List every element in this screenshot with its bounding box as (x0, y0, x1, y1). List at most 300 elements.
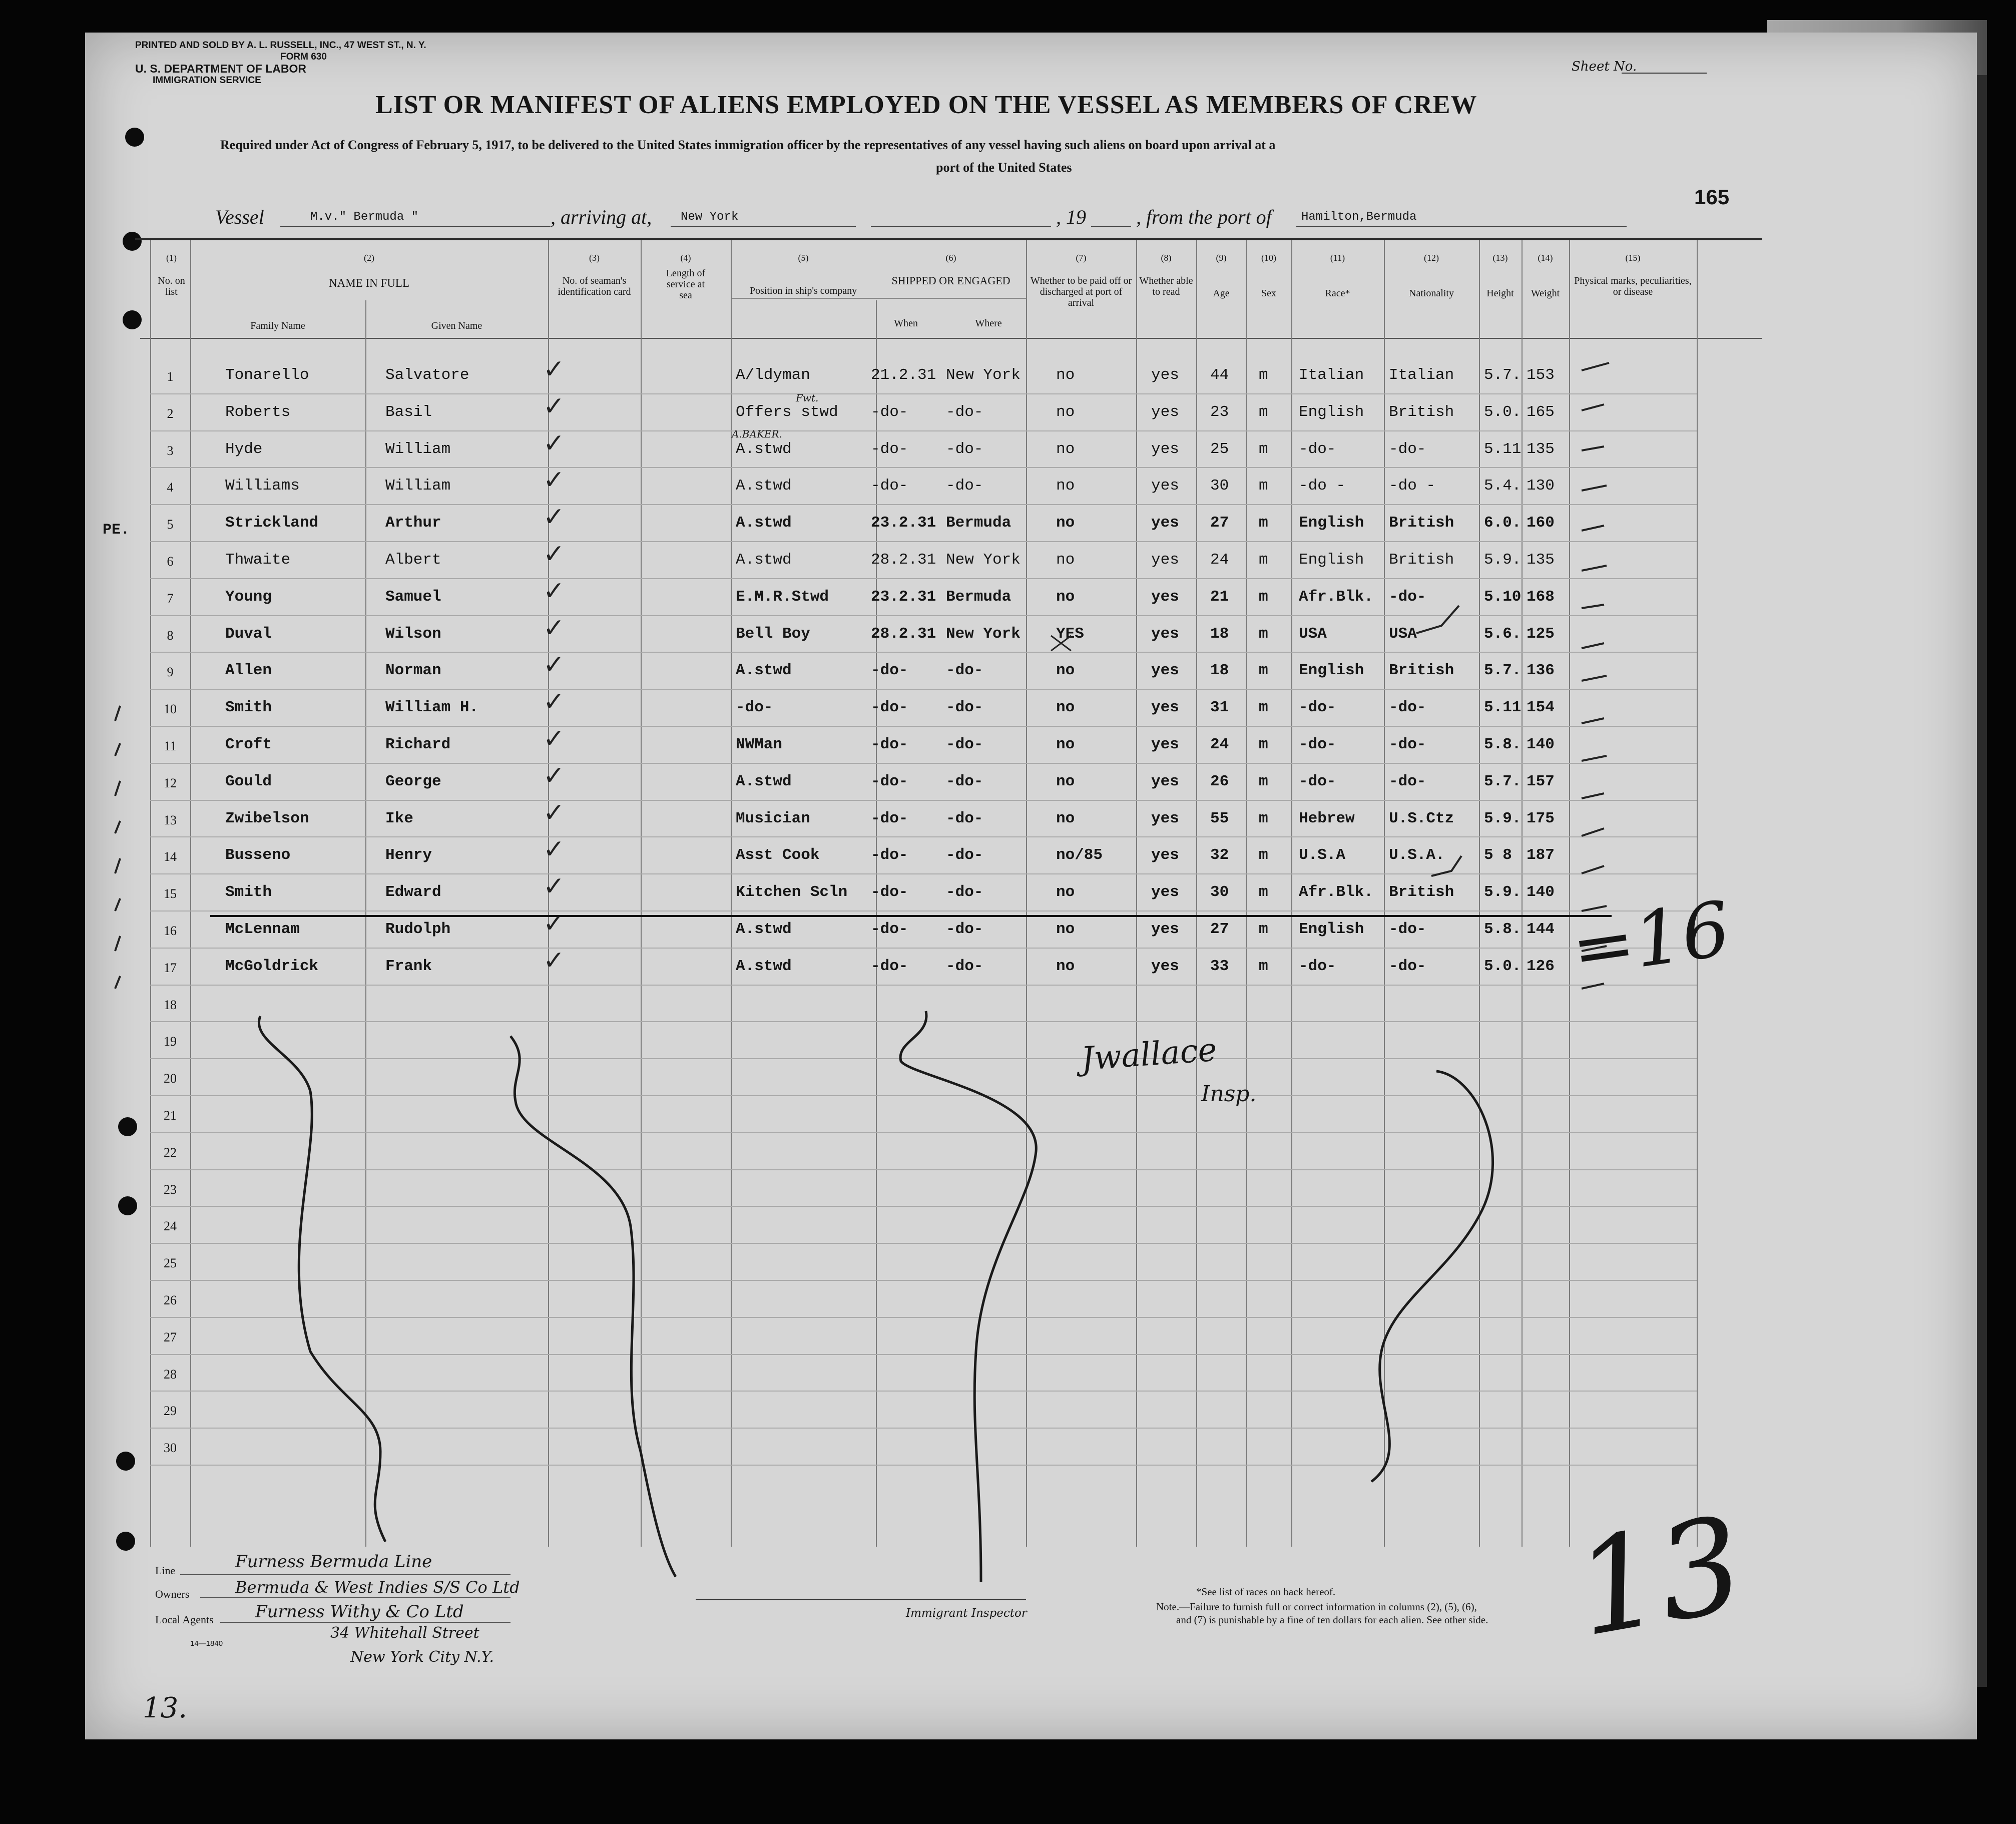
cell-given: William (385, 440, 451, 458)
column-header-where: Where (975, 318, 1002, 329)
cell-position: A/ldyman (736, 366, 810, 384)
cell-paid: no (1056, 921, 1075, 938)
arriving-port: New York (681, 210, 739, 224)
cell-age: 27 (1210, 921, 1229, 938)
footnote-races: *See list of races on back hereof. (1196, 1586, 1336, 1598)
row-number: 28 (164, 1366, 177, 1382)
cell-paid: no (1056, 736, 1075, 753)
column-header-family-name: Family Name (250, 320, 305, 331)
inspector-label: Immigrant Inspector (906, 1607, 1027, 1620)
cell-where: -do- (946, 699, 983, 717)
cell-where: -do- (946, 846, 983, 864)
cell-race: English (1299, 514, 1364, 532)
check-mark-icon: ✓ (543, 650, 565, 680)
cell-where: Bermuda (946, 588, 1012, 606)
row-number: 2 (167, 406, 174, 421)
row-number: 20 (164, 1071, 177, 1086)
column-header-height: Height (1486, 288, 1514, 299)
line-label: Line (155, 1564, 176, 1577)
cell-age: 31 (1210, 699, 1229, 717)
row-number: 7 (167, 591, 174, 606)
cell-age: 26 (1210, 772, 1229, 790)
column-header-able-to-read: Whether able to read (1139, 275, 1193, 297)
cell-position: Offers stwd (736, 403, 838, 421)
cell-nationality: -do- (1389, 699, 1426, 717)
cell-read: yes (1151, 883, 1179, 901)
cell-given: Norman (385, 662, 441, 680)
cell-sex: m (1259, 772, 1268, 790)
column-number: (12) (1424, 253, 1439, 263)
cell-family: Strickland (225, 514, 319, 532)
check-mark-icon: ✓ (543, 576, 565, 606)
cell-paid: no (1056, 403, 1075, 421)
cell-height: 5.8. (1484, 921, 1522, 938)
cell-paid: no/85 (1056, 846, 1103, 864)
requirement-line-2: port of the United States (936, 160, 1072, 175)
row-number: 16 (164, 924, 177, 938)
cell-family: Roberts (225, 403, 291, 421)
cell-height: 5 8 (1484, 846, 1512, 864)
cell-nationality: British (1389, 662, 1454, 680)
cell-race: Hebrew (1299, 809, 1355, 827)
cell-when: -do- (871, 699, 908, 717)
from-label: , from the port of (1136, 206, 1272, 228)
cell-sex: m (1259, 588, 1268, 606)
column-header-given-name: Given Name (431, 320, 482, 331)
cell-read: yes (1151, 736, 1179, 753)
column-number: (2) (364, 253, 374, 263)
form-number: FORM 630 (280, 52, 327, 62)
column-number: (6) (945, 253, 956, 263)
column-number: (1) (166, 253, 177, 263)
inspector-title: Insp. (1201, 1081, 1257, 1107)
position-note: Fwt. (796, 392, 819, 404)
agents-address-1: 34 Whitehall Street (330, 1624, 479, 1642)
cell-paid: no (1056, 551, 1075, 569)
footnote-line-1: Note.—Failure to furnish full or correct information in columns (2), (5), (6), (1156, 1601, 1477, 1613)
cell-race: -do- (1299, 736, 1336, 753)
cell-sex: m (1259, 957, 1268, 975)
cell-family: Busseno (225, 846, 291, 864)
cell-height: 5.7. (1484, 772, 1522, 790)
footnote-line-2: and (7) is punishable by a fine of ten dollars for each alien. See other side. (1176, 1614, 1488, 1626)
row-number: 30 (164, 1441, 177, 1456)
column-header-length-of-service: Length of service at sea (666, 268, 706, 301)
cell-age: 18 (1210, 662, 1229, 680)
cell-race: Afr.Blk. (1299, 883, 1373, 901)
column-header-id-card: No. of seaman's identification card (558, 275, 631, 297)
cell-given: Frank (385, 957, 432, 975)
cell-age: 24 (1210, 551, 1229, 569)
inspector-signature-line (696, 1599, 1026, 1600)
cell-nationality: USA (1389, 625, 1417, 643)
cell-position: A.stwd (736, 662, 792, 680)
row-number: 5 (167, 517, 174, 532)
cell-where: -do- (946, 736, 983, 753)
check-mark-icon: ✓ (543, 391, 565, 421)
cell-age: 33 (1210, 957, 1229, 975)
agents-value: Furness Withy & Co Ltd (255, 1602, 464, 1622)
cell-race: -do- (1299, 772, 1336, 790)
cell-nationality: -do- (1389, 588, 1426, 606)
cell-height: 6.0. (1484, 514, 1522, 532)
page-title: LIST OR MANIFEST OF ALIENS EMPLOYED ON THE VESSEL AS MEMBERS OF CREW (375, 91, 1477, 119)
cell-race: Afr.Blk. (1299, 588, 1373, 606)
column-number: (3) (589, 253, 600, 263)
cell-height: 5.0. (1484, 957, 1522, 975)
inspector-signature: Jwallace (1080, 1031, 1218, 1078)
cell-race: English (1299, 921, 1364, 938)
cell-nationality: British (1389, 514, 1454, 532)
cell-read: yes (1151, 699, 1179, 717)
column-header-name: NAME IN FULL (329, 277, 409, 289)
cell-nationality: U.S.Ctz (1389, 809, 1454, 827)
column-header-age: Age (1213, 288, 1230, 299)
year-label: , 19 (1056, 206, 1086, 228)
cell-family: Tonarello (225, 366, 309, 384)
cell-nationality: Italian (1389, 366, 1454, 384)
cell-age: 27 (1210, 514, 1229, 532)
cell-weight: 140 (1527, 883, 1555, 901)
cell-position: A.stwd (736, 957, 792, 975)
cell-height: 5.11 (1484, 699, 1522, 717)
cell-sex: m (1259, 736, 1268, 753)
check-mark-icon: ✓ (543, 613, 565, 643)
check-mark-icon: ✓ (543, 428, 565, 459)
cell-weight: 160 (1527, 514, 1555, 532)
cell-nationality: -do- (1389, 772, 1426, 790)
vessel-name: M.v." Bermuda " (310, 210, 419, 224)
column-header-weight: Weight (1531, 288, 1560, 299)
cell-age: 55 (1210, 809, 1229, 827)
column-number: (10) (1261, 253, 1276, 263)
cell-given: Basil (385, 403, 432, 421)
cell-where: -do- (946, 921, 983, 938)
cell-weight: 168 (1527, 588, 1555, 606)
cell-when: -do- (871, 736, 908, 753)
column-number: (4) (680, 253, 691, 263)
row-number: 9 (167, 665, 174, 680)
column-number: (15) (1625, 253, 1641, 263)
vessel-label: Vessel (215, 206, 264, 228)
cell-nationality: -do- (1389, 736, 1426, 753)
check-mark-icon: ✓ (543, 687, 565, 717)
cell-read: yes (1151, 772, 1179, 790)
cell-position: A.stwd (736, 477, 792, 495)
cell-height: 5.6. (1484, 625, 1522, 643)
row-number: 4 (167, 480, 174, 495)
cell-weight: 135 (1527, 440, 1555, 458)
cell-height: 5.10 (1484, 588, 1522, 606)
column-header-position: Position in ship's company (749, 285, 857, 296)
line-value: Furness Bermuda Line (235, 1552, 432, 1572)
cell-position: Asst Cook (736, 846, 820, 864)
check-mark-icon: ✓ (543, 945, 565, 976)
cell-family: Duval (225, 625, 272, 643)
cell-family: Zwibelson (225, 809, 309, 827)
cell-read: yes (1151, 366, 1179, 384)
margin-mark-pe: PE. (103, 522, 130, 539)
column-number: (7) (1076, 253, 1087, 263)
cell-sex: m (1259, 440, 1268, 458)
check-mark-icon: ✓ (543, 354, 565, 384)
from-port: Hamilton,Bermuda (1301, 210, 1417, 224)
cell-weight: 136 (1527, 662, 1555, 680)
cell-race: -do- (1299, 440, 1336, 458)
cell-where: -do- (946, 772, 983, 790)
column-header-physical-marks: Physical marks, peculiarities, or disease (1574, 275, 1692, 297)
cell-family: Croft (225, 736, 272, 753)
column-number: (9) (1216, 253, 1227, 263)
cell-read: yes (1151, 625, 1179, 643)
cell-given: Edward (385, 883, 441, 901)
cell-paid: no (1056, 366, 1075, 384)
cell-height: 5.4. (1484, 477, 1522, 495)
cell-family: McGoldrick (225, 957, 319, 975)
column-header-nationality: Nationality (1409, 288, 1454, 299)
check-mark-icon: ✓ (543, 797, 565, 828)
row-number: 21 (164, 1108, 177, 1123)
cell-read: yes (1151, 846, 1179, 864)
cell-when: 23.2.31 (871, 514, 936, 532)
cell-where: -do- (946, 662, 983, 680)
cell-nationality: -do - (1389, 477, 1436, 495)
row-number: 10 (164, 702, 177, 717)
cell-where: -do- (946, 440, 983, 458)
cell-given: Henry (385, 846, 432, 864)
row-number: 22 (164, 1145, 177, 1160)
cell-race: U.S.A (1299, 846, 1346, 864)
cell-position: A.stwd (736, 514, 792, 532)
row-number: 23 (164, 1182, 177, 1197)
cell-weight: 140 (1527, 736, 1555, 753)
row-number: 17 (164, 960, 177, 975)
agents-underline (220, 1622, 511, 1623)
column-header-paid-off: Whether to be paid off or discharged at port of arrival (1030, 275, 1132, 308)
row-number: 27 (164, 1329, 177, 1344)
cell-where: -do- (946, 477, 983, 495)
cell-sex: m (1259, 551, 1268, 569)
cell-sex: m (1259, 921, 1268, 938)
cell-where: New York (946, 551, 1021, 569)
cell-paid: YES (1056, 625, 1084, 643)
column-number: (8) (1161, 253, 1172, 263)
cell-sex: m (1259, 662, 1268, 680)
cell-where: New York (946, 366, 1021, 384)
cell-race: English (1299, 551, 1364, 569)
cell-given: Richard (385, 736, 451, 753)
cell-race: English (1299, 403, 1364, 421)
cell-position: Musician (736, 809, 810, 827)
cell-family: McLennam (225, 921, 300, 938)
cell-height: 5.8. (1484, 736, 1522, 753)
cell-weight: 153 (1527, 366, 1555, 384)
handwritten-sheet-number: 13 (1565, 1488, 1754, 1666)
cell-family: Williams (225, 477, 300, 495)
row-number: 1 (167, 369, 174, 384)
cell-family: Young (225, 588, 272, 606)
cell-paid: no (1056, 957, 1075, 975)
line-underline (180, 1574, 511, 1575)
cell-given: Albert (385, 551, 441, 569)
cell-when: -do- (871, 883, 908, 901)
cell-paid: no (1056, 662, 1075, 680)
cell-read: yes (1151, 588, 1179, 606)
cell-when: 23.2.31 (871, 588, 936, 606)
cell-height: 5.9. (1484, 551, 1522, 569)
cell-where: -do- (946, 957, 983, 975)
cell-when: -do- (871, 662, 908, 680)
cell-when: -do- (871, 477, 908, 495)
cell-when: -do- (871, 809, 908, 827)
cell-sex: m (1259, 883, 1268, 901)
row-number: 29 (164, 1404, 177, 1419)
row-number: 14 (164, 849, 177, 864)
cell-weight: 126 (1527, 957, 1555, 975)
row-number: 26 (164, 1293, 177, 1307)
cell-sex: m (1259, 366, 1268, 384)
row-number: 13 (164, 812, 177, 827)
cell-given: Salvatore (385, 366, 469, 384)
cell-sex: m (1259, 846, 1268, 864)
cell-height: 5.7. (1484, 366, 1522, 384)
cell-when: -do- (871, 921, 908, 938)
cell-race: Italian (1299, 366, 1364, 384)
cell-position: A.stwd (736, 772, 792, 790)
sheet-no-label: Sheet No. (1572, 59, 1637, 74)
cell-weight: 165 (1527, 403, 1555, 421)
cell-given: Arthur (385, 514, 441, 532)
check-mark-icon: ✓ (543, 502, 565, 533)
column-header-shipped: SHIPPED OR ENGAGED (891, 274, 1011, 287)
cell-weight: 175 (1527, 809, 1555, 827)
cell-nationality: -do- (1389, 921, 1426, 938)
cell-given: William (385, 477, 451, 495)
row-number: 25 (164, 1256, 177, 1271)
service-name: IMMIGRATION SERVICE (153, 75, 261, 86)
column-number: (5) (798, 253, 809, 263)
cell-when: -do- (871, 403, 908, 421)
cell-sex: m (1259, 625, 1268, 643)
cell-family: Hyde (225, 440, 263, 458)
cell-paid: no (1056, 699, 1075, 717)
cell-paid: no (1056, 477, 1075, 495)
position-note-baker: A.BAKER. (732, 428, 782, 440)
row-number: 24 (164, 1219, 177, 1234)
cell-given: Samuel (385, 588, 441, 606)
row-number: 19 (164, 1034, 177, 1049)
cell-read: yes (1151, 809, 1179, 827)
cell-read: yes (1151, 440, 1179, 458)
cell-race: -do - (1299, 477, 1346, 495)
cell-race: -do- (1299, 699, 1336, 717)
cell-read: yes (1151, 551, 1179, 569)
cell-weight: 125 (1527, 625, 1555, 643)
department-name: U. S. DEPARTMENT OF LABOR (135, 62, 307, 75)
row-number: 3 (167, 443, 174, 458)
cell-weight: 130 (1527, 477, 1555, 495)
row-number: 6 (167, 554, 174, 569)
owners-label: Owners (155, 1588, 190, 1600)
cell-position: Bell Boy (736, 625, 810, 643)
column-number: (13) (1492, 253, 1508, 263)
check-mark-icon: ✓ (543, 539, 565, 569)
cell-family: Allen (225, 662, 272, 680)
handwritten-total: =16 (1566, 885, 1736, 994)
cell-where: Bermuda (946, 514, 1012, 532)
cell-height: 5.0. (1484, 403, 1522, 421)
column-header-when: When (894, 318, 918, 329)
cell-family: Smith (225, 699, 272, 717)
cell-position: E.M.R.Stwd (736, 588, 829, 606)
cell-nationality: British (1389, 551, 1454, 569)
cell-age: 25 (1210, 440, 1229, 458)
cell-when: 28.2.31 (871, 551, 936, 569)
check-mark-icon: ✓ (543, 465, 565, 496)
cell-position: Kitchen Scln (736, 883, 848, 901)
cell-given: Ike (385, 809, 413, 827)
cell-given: Wilson (385, 625, 441, 643)
cell-nationality: U.S.A. (1389, 846, 1445, 864)
cell-weight: 154 (1527, 699, 1555, 717)
cell-sex: m (1259, 809, 1268, 827)
cell-age: 21 (1210, 588, 1229, 606)
cell-read: yes (1151, 514, 1179, 532)
cell-when: -do- (871, 440, 908, 458)
cell-paid: no (1056, 440, 1075, 458)
cell-family: Gould (225, 772, 272, 790)
cell-height: 5.9. (1484, 809, 1522, 827)
cell-age: 24 (1210, 736, 1229, 753)
cell-age: 30 (1210, 883, 1229, 901)
cell-sex: m (1259, 403, 1268, 421)
owners-underline (200, 1597, 511, 1598)
cell-weight: 144 (1527, 921, 1555, 938)
cell-read: yes (1151, 477, 1179, 495)
cell-nationality: British (1389, 403, 1454, 421)
cell-height: 5.11 (1484, 440, 1522, 458)
requirement-line-1: Required under Act of Congress of February 5, 1917, to be delivered to the United States immigration officer by the representatives of any vessel having such aliens on board upon arrival at a (220, 138, 1276, 152)
row-number: 8 (167, 628, 174, 643)
printer-line: PRINTED AND SOLD BY A. L. RUSSELL, INC., 47 WEST ST., N. Y. (135, 40, 426, 51)
check-mark-icon: ✓ (543, 908, 565, 939)
column-header-no-on-list: No. on list (158, 275, 185, 297)
cell-height: 5.9. (1484, 883, 1522, 901)
cell-weight: 135 (1527, 551, 1555, 569)
cell-family: Smith (225, 883, 272, 901)
column-header-race: Race* (1325, 288, 1350, 299)
cell-race: English (1299, 662, 1364, 680)
column-header-sex: Sex (1261, 288, 1276, 299)
cell-paid: no (1056, 809, 1075, 827)
owners-value: Bermuda & West Indies S/S Co Ltd (235, 1578, 520, 1597)
cell-sex: m (1259, 514, 1268, 532)
cell-given: Rudolph (385, 921, 451, 938)
cell-position: -do- (736, 699, 773, 717)
agents-address-2: New York City N.Y. (350, 1648, 494, 1666)
cell-when: -do- (871, 772, 908, 790)
cell-age: 30 (1210, 477, 1229, 495)
cell-position: A.stwd (736, 921, 792, 938)
row-number: 12 (164, 775, 177, 790)
cell-position: A.stwd (736, 440, 792, 458)
cell-when: -do- (871, 846, 908, 864)
cell-paid: no (1056, 588, 1075, 606)
check-mark-icon: ✓ (543, 760, 565, 791)
cell-weight: 187 (1527, 846, 1555, 864)
cell-age: 32 (1210, 846, 1229, 864)
row-number: 18 (164, 997, 177, 1012)
